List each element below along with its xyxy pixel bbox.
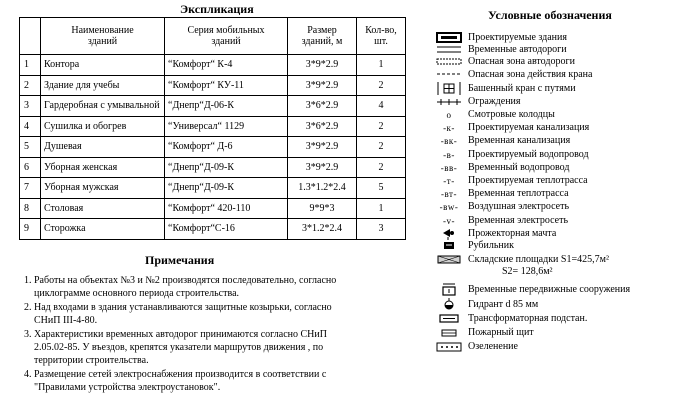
legend-code: -v- [443,215,455,226]
table-row [20,157,406,178]
legend-item [432,161,700,174]
cell-name: Столовая [41,198,165,219]
legend-label: Пожарный щит [468,327,534,338]
cell-series: “Днепр“Д-09-К [165,178,288,199]
legend-label: Проектируемая канализация [468,122,590,133]
transformer-substation-icon [432,312,466,325]
cell-size: 1.3*1.2*2.4 [288,178,357,199]
legend-label: Трансформаторная подстан. [468,313,588,324]
note-text: Характеристики временных автодорог принимаются согласно СНиП 2.05.02-85. У въездов, крепятся указатели маршрутов движения , по территории строительства. [34,329,327,366]
explication-table [19,17,406,240]
note-number: 3. [24,329,32,341]
power-air-icon [432,200,466,213]
legend-item [432,55,700,68]
crane-danger-zone-icon [432,68,466,81]
notes-title: Примечания [145,253,215,267]
legend-item [432,108,700,121]
legend-label: Проектируемая теплотрасса [468,175,588,186]
cell-size: 3*1.2*2.4 [288,219,357,240]
legend-code: -вк- [440,135,458,146]
cell-num: 8 [20,198,41,219]
legend-item [432,95,700,108]
legend-code: -вw- [439,201,459,212]
legend-label: Гидрант d 85 мм [468,299,539,310]
legend-label: Проектируемый водопровод [468,149,589,160]
cell-qty: 2 [357,157,406,178]
header-num [20,18,41,55]
cell-name: Уборная мужская [41,178,165,199]
cell-num: 9 [20,219,41,240]
note-item [24,369,354,394]
legend-spacer [432,265,466,278]
legend-item [432,326,700,339]
legend-label: Складские площадки S1=425,7м² [468,254,609,265]
legend-label: Временная теплотрасса [468,188,569,199]
note-item [24,329,354,367]
fire-board-icon [432,326,466,339]
legend-label: Озеленение [468,341,518,352]
hydrant-icon [432,298,466,311]
legend-label: S2= 128,6м² [502,266,553,277]
notes-list [24,275,354,396]
cell-num: 6 [20,157,41,178]
legend-item [432,121,700,134]
note-text: Размещение сетей электроснабжения производится в соответствии с "Правилами устройства электроустановок". [34,369,327,393]
legend-item [432,134,700,147]
cell-num: 4 [20,116,41,137]
water-temporary-icon [432,161,466,174]
cell-series: “Днепр“Д-09-К [165,157,288,178]
explication-title: Экспликация [180,2,254,16]
cell-qty: 1 [357,198,406,219]
cell-name: Контора [41,55,165,76]
legend-code: -т- [443,175,455,186]
cell-size: 3*9*2.9 [288,137,357,158]
legend-item [432,200,700,213]
legend-label: Рубильник [468,240,514,251]
note-item [24,275,354,300]
note-text: Над входами в здания устанавливаются защитные козырьки, согласно СНиП III-4-80. [34,302,332,326]
note-text: Работы на объектах №3 и №2 производятся последовательно, согласно циклограмме основного периода строительства. [34,275,337,299]
cell-name: Душевая [41,137,165,158]
cell-series: “Универсал“ 1129 [165,116,288,137]
legend-label: Прожекторная мачта [468,228,557,239]
cell-series: “Днепр“Д-06-К [165,96,288,117]
table-row [20,116,406,137]
sewer-temporary-icon [432,134,466,147]
legend-label: Опасная зона автодороги [468,56,575,67]
note-number: 4. [24,369,32,381]
legend-item [432,187,700,200]
legend-label: Временная электросеть [468,215,569,226]
header-qty: Кол-во, шт. [357,18,406,55]
header-series: Серия мобильных зданий [165,18,288,55]
note-number: 1. [24,275,32,286]
cell-name: Гардеробная с умывальной [41,96,165,117]
legend-item [432,298,700,311]
cell-qty: 1 [357,55,406,76]
sewer-projected-icon [432,121,466,134]
legend-code: o [446,109,452,120]
header-name: Наименование зданий [41,18,165,55]
legend-code: -вв- [440,162,458,173]
legend-label: Башенный кран с путями [468,83,576,94]
cell-size: 3*6*2.9 [288,96,357,117]
cell-size: 3*9*2.9 [288,157,357,178]
power-temporary-icon [432,214,466,227]
legend-label: Временный водопровод [468,162,570,173]
legend-label: Смотровые колодцы [468,109,555,120]
legend-item [432,312,700,325]
table-row [20,219,406,240]
legend-item [432,174,700,187]
note-item [24,302,354,327]
legend-item [432,148,700,161]
legend-label: Опасная зона действия крана [468,69,593,80]
note-number: 2. [24,302,32,314]
cell-series: “Комфорт“ 420-110 [165,198,288,219]
table-row [20,96,406,117]
table-row [20,75,406,96]
legend-item [432,265,700,278]
cell-qty: 3 [357,219,406,240]
legend-label: Ограждения [468,96,521,107]
cell-num: 2 [20,75,41,96]
cell-num: 7 [20,178,41,199]
cell-series: “Комфорт“ Д-6 [165,137,288,158]
table-row [20,137,406,158]
legend-code: -в- [443,149,455,160]
legend-label: Временная канализация [468,135,571,146]
switch-icon [432,239,466,252]
cell-name: Сторожка [41,219,165,240]
legend-item [432,214,700,227]
legend-label: Проектируемые здания [468,32,567,43]
legend-item [432,68,700,81]
table-header-row [20,18,406,55]
cell-qty: 4 [357,96,406,117]
cell-num: 5 [20,137,41,158]
legend-label: Временные автодороги [468,44,567,55]
legend-code: -вт- [441,188,457,199]
cell-qty: 2 [357,75,406,96]
inspection-well-icon [432,108,466,121]
cell-series: “Комфорт“С-16 [165,219,288,240]
cell-qty: 2 [357,116,406,137]
legend-label: Временные передвижные сооружения [468,284,631,295]
landscaping-icon [432,340,466,353]
cell-name: Здание для учебы [41,75,165,96]
legend-list [432,31,700,381]
heat-projected-icon [432,174,466,187]
explication-body [20,55,406,240]
header-size: Размер зданий, м [288,18,357,55]
legend-item [432,239,700,252]
table-row [20,198,406,219]
cell-name: Сушилка и обогрев [41,116,165,137]
cell-size: 3*9*2.9 [288,75,357,96]
cell-size: 3*9*2.9 [288,55,357,76]
table-row [20,178,406,199]
legend-label: Воздушная электросеть [468,201,570,212]
tower-crane-icon [432,82,466,95]
heat-temporary-icon [432,187,466,200]
legend-title: Условные обозначения [488,8,612,22]
cell-num: 3 [20,96,41,117]
cell-name: Уборная женская [41,157,165,178]
legend-item [432,82,700,95]
water-projected-icon [432,148,466,161]
temporary-mobile-structures-icon [432,283,466,296]
cell-size: 3*6*2.9 [288,116,357,137]
cell-series: “Комфорт“ К-4 [165,55,288,76]
legend-item [432,340,700,353]
cell-qty: 5 [357,178,406,199]
road-danger-zone-icon [432,55,466,68]
legend-code: -к- [443,122,455,133]
cell-qty: 2 [357,137,406,158]
table-row [20,55,406,76]
cell-num: 1 [20,55,41,76]
legend-item [432,283,700,296]
cell-series: “Комфорт“ КУ-11 [165,75,288,96]
cell-size: 9*9*3 [288,198,357,219]
fence-icon [432,95,466,108]
